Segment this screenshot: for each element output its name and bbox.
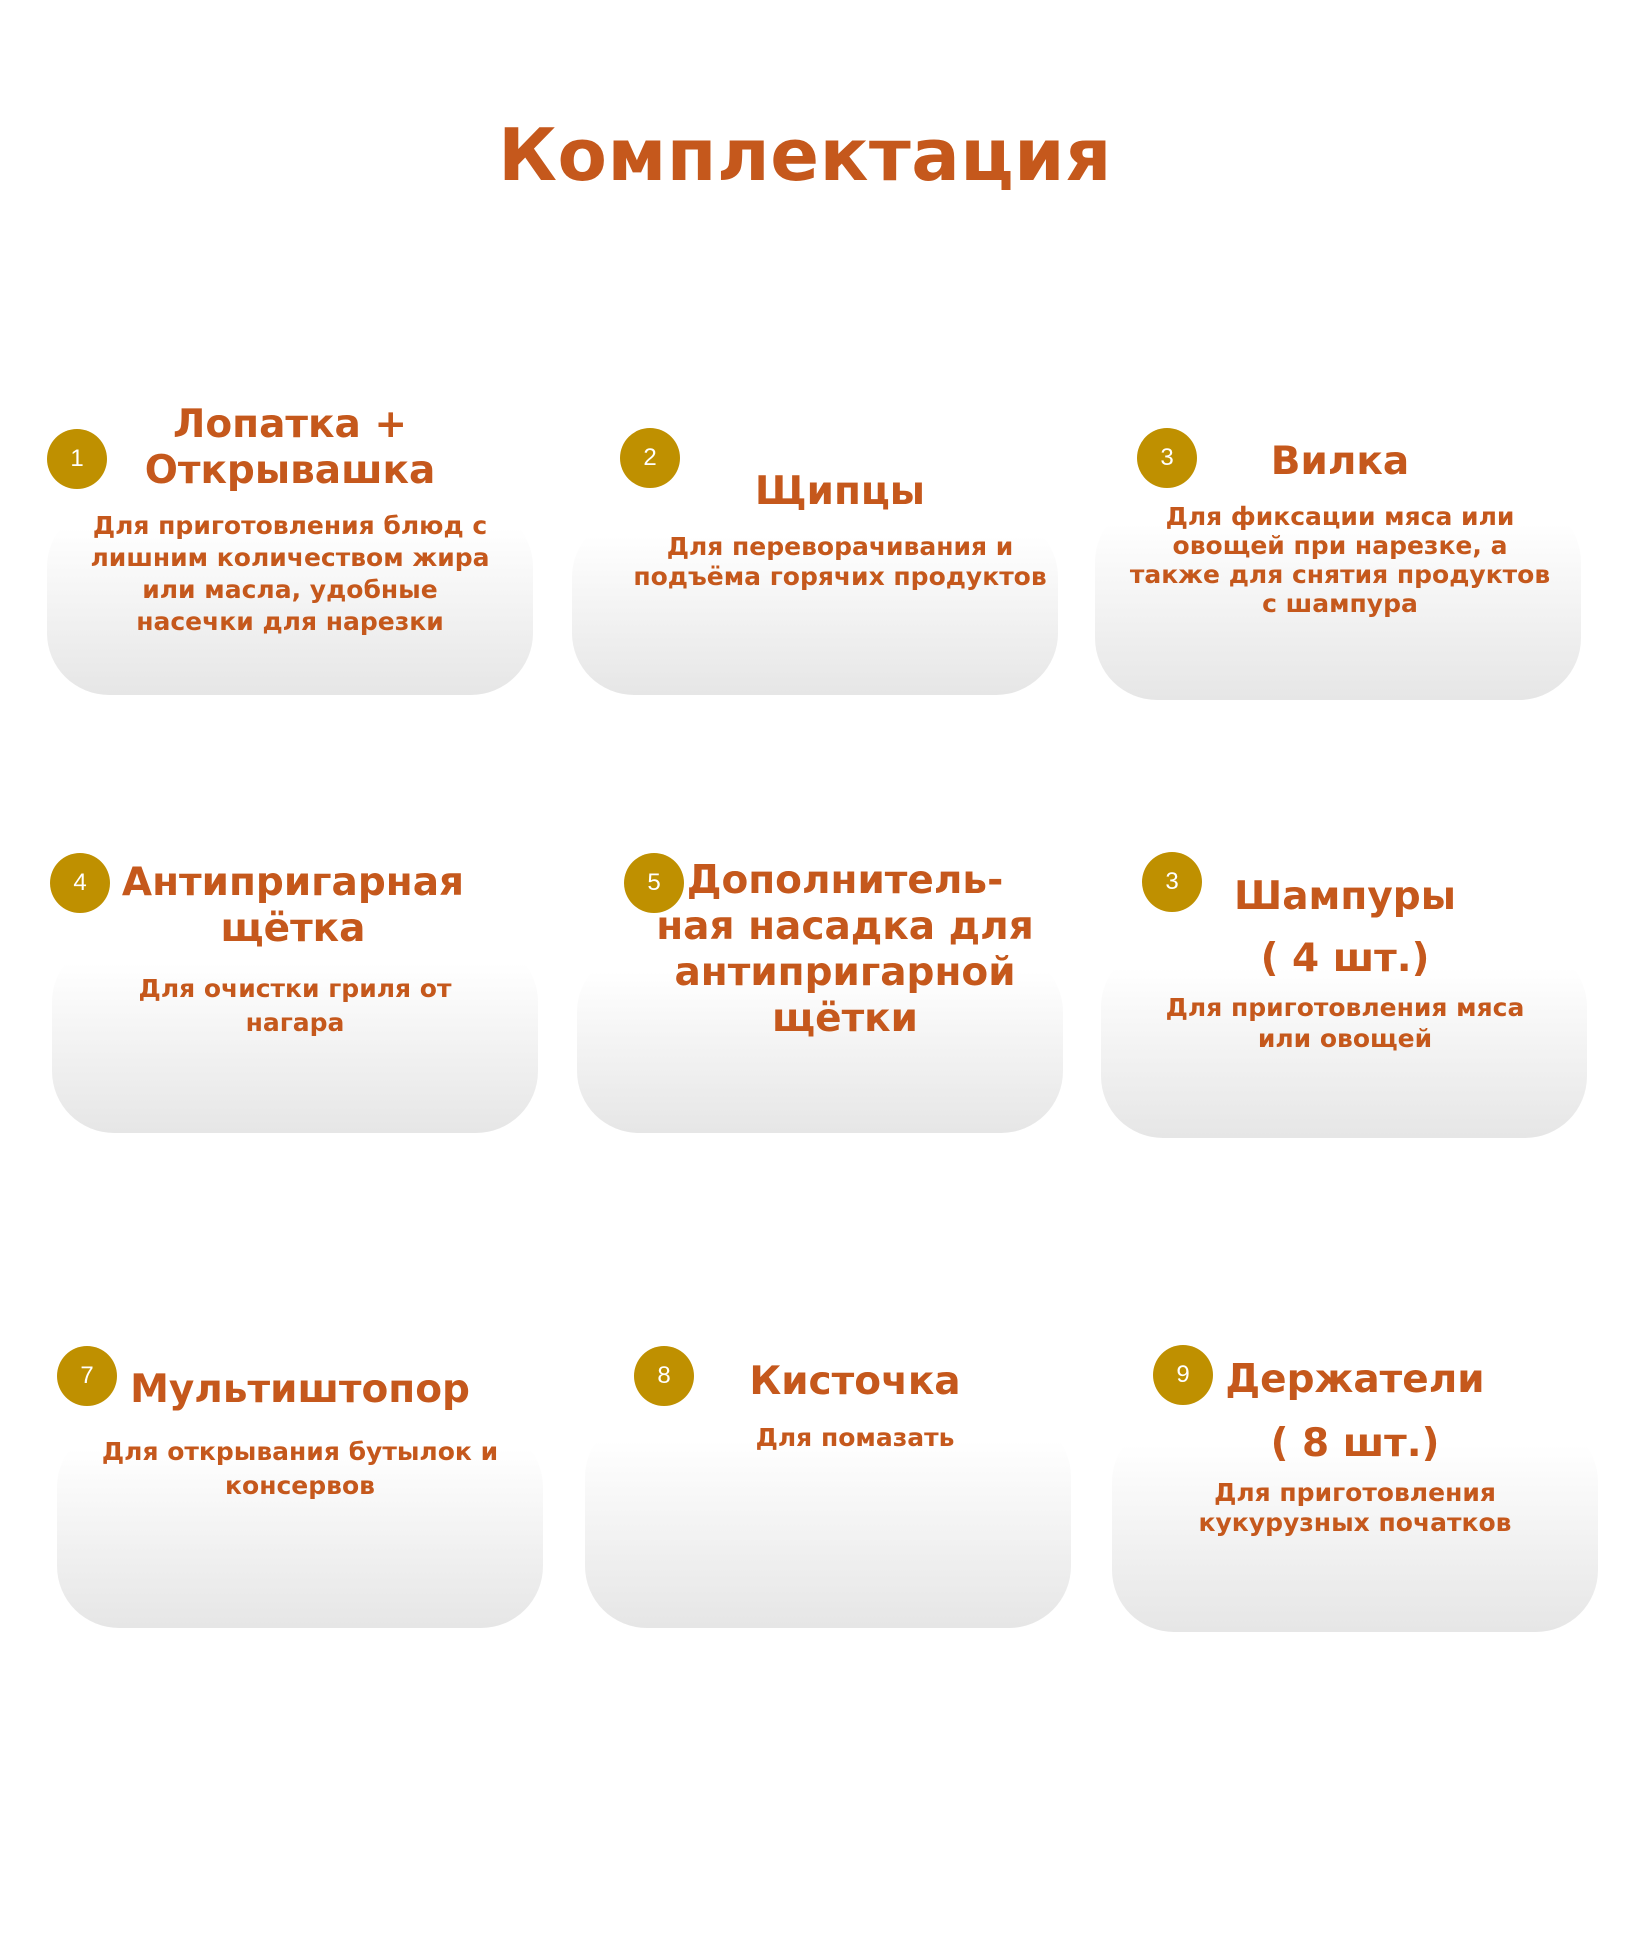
item-title: Лопатка + Открывашка xyxy=(144,402,436,493)
item-title: Кисточка xyxy=(749,1359,961,1404)
item-description: Для очистки гриля от нагара xyxy=(138,974,452,1037)
item-number-badge: 2 xyxy=(620,428,680,488)
item-number-badge: 7 xyxy=(57,1346,117,1406)
item-title: Шампуры ( 4 шт.) xyxy=(1234,874,1456,981)
item-number-badge: 5 xyxy=(624,853,684,913)
item-description: Для помазать xyxy=(755,1423,955,1452)
item-title: Дополнитель- ная насадка для антипригарной щётки xyxy=(656,858,1034,1041)
item-description: Для приготовления блюд с лишним количеством жира или масла, удобные насечки для нарезки xyxy=(90,511,490,636)
item-description: Для приготовления мяса или овощей xyxy=(1165,993,1525,1053)
page-title: Комплектация xyxy=(498,113,1112,197)
item-description: Для переворачивания и подъёма горячих продуктов xyxy=(633,532,1047,591)
item-title: Мультиштопор xyxy=(130,1367,470,1412)
item-description: Для фиксации мяса или овощей при нарезке, а также для снятия продуктов с шампура xyxy=(1129,502,1551,618)
item-title: Антипригарная щётка xyxy=(121,860,465,951)
item-number-badge: 3 xyxy=(1137,428,1197,488)
item-number-badge: 8 xyxy=(634,1346,694,1406)
item-number-badge: 1 xyxy=(47,429,107,489)
item-title: Вилка xyxy=(1270,439,1410,484)
item-number-badge: 3 xyxy=(1142,852,1202,912)
item-title: Держатели ( 8 шт.) xyxy=(1225,1357,1485,1466)
item-number-badge: 9 xyxy=(1153,1345,1213,1405)
item-number-badge: 4 xyxy=(50,853,110,913)
item-description: Для приготовления кукурузных початков xyxy=(1198,1478,1512,1537)
item-description: Для открывания бутылок и консервов xyxy=(101,1437,499,1500)
item-title: Щипцы xyxy=(754,469,926,514)
